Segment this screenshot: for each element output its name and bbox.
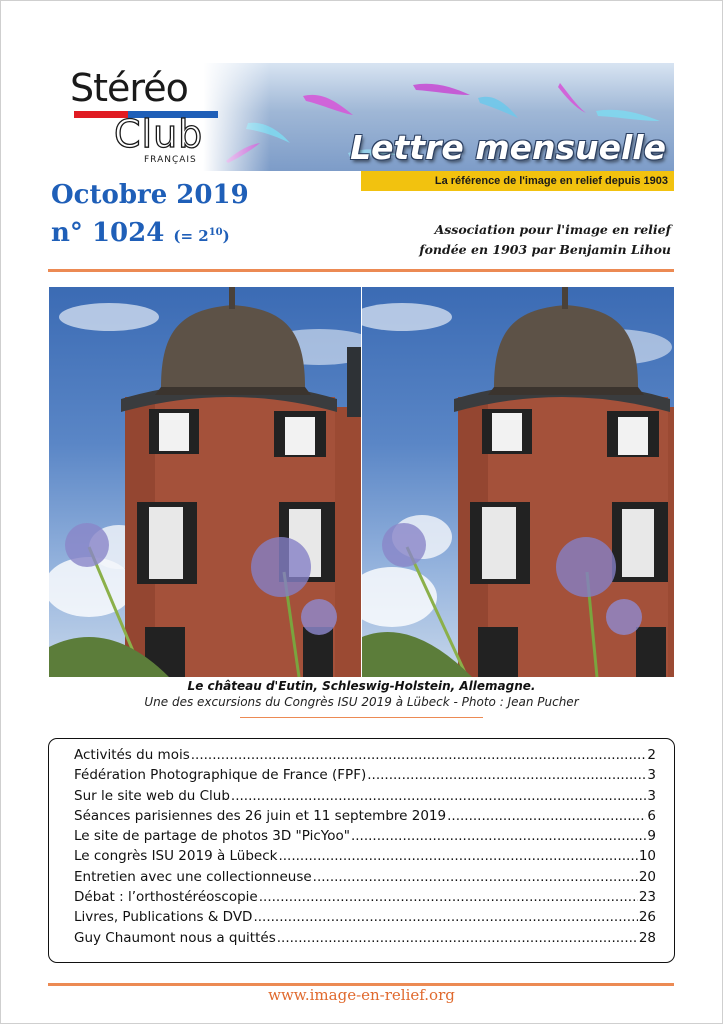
toc-entry-page: 3 (647, 787, 656, 804)
toc-leader-dots (367, 767, 646, 783)
toc-entry-title: Entretien avec une collectionneuse (74, 868, 312, 885)
toc-entry-title: Guy Chaumont nous a quittés (74, 929, 276, 946)
power-exponent: 10 (208, 227, 223, 238)
toc-entry[interactable] (74, 747, 656, 767)
toc-entry-page: 10 (638, 848, 656, 865)
tagline: La référence de l'image en relief depuis 1903 (361, 171, 674, 191)
club-logo (48, 63, 270, 171)
table-of-contents (48, 738, 675, 963)
toc-leader-dots (277, 930, 638, 946)
toc-entry-page: 2 (647, 747, 656, 763)
toc-entry-page: 23 (638, 889, 656, 906)
toc-entry[interactable] (74, 869, 656, 889)
stereo-photo-left (49, 287, 361, 677)
toc-leader-dots (191, 747, 647, 763)
logo-word-club: Club (114, 112, 204, 156)
top-divider (48, 269, 674, 272)
toc-entry-title: Activités du mois (74, 747, 190, 763)
toc-entry[interactable] (74, 909, 656, 929)
website-link[interactable]: www.image-en-relief.org (268, 986, 455, 1004)
power-prefix: (= 2 (173, 227, 209, 245)
toc-entry-page: 9 (647, 828, 656, 845)
toc-leader-dots (231, 788, 646, 804)
toc-entry[interactable] (74, 889, 656, 909)
toc-leader-dots (259, 889, 638, 905)
toc-entry-title: Le congrès ISU 2019 à Lübeck (74, 848, 278, 865)
toc-leader-dots (351, 828, 646, 844)
castle-tower-illustration (49, 287, 361, 677)
power-suffix: ) (222, 227, 230, 245)
logo-word-stereo: Stéréo (70, 66, 188, 110)
caption-divider (240, 717, 483, 718)
toc-entry[interactable] (74, 848, 656, 868)
toc-entry[interactable] (74, 788, 656, 808)
toc-entry-title: Séances parisiennes des 26 juin et 11 septembre 2019 (74, 807, 447, 824)
association-info (419, 220, 671, 260)
toc-leader-dots (447, 808, 646, 824)
stereo-photo-right (362, 287, 674, 677)
toc-entry-title: Livres, Publications & DVD (74, 909, 253, 926)
toc-leader-dots (313, 869, 638, 885)
toc-entry-page: 3 (647, 767, 656, 784)
castle-tower-illustration (362, 287, 674, 677)
association-line-2: fondée en 1903 par Benjamin Lihou (419, 242, 671, 257)
issue-number-power (173, 227, 229, 245)
toc-entry[interactable] (74, 767, 656, 787)
toc-entry-page: 20 (638, 868, 656, 885)
toc-leader-dots (278, 848, 637, 864)
toc-entry-title: Fédération Photographique de France (FPF) (74, 767, 367, 784)
toc-entry[interactable] (74, 808, 656, 828)
photo-caption-title: Le château d'Eutin, Schleswig-Holstein, Allemagne. (187, 679, 536, 693)
toc-entry-title: Le site de partage de photos 3D "PicYoo" (74, 828, 350, 845)
issue-number-text: n° 1024 (51, 218, 165, 248)
toc-entry-page: 28 (638, 929, 656, 946)
toc-entry-title: Débat : l’orthostéréoscopie (74, 889, 258, 906)
header-banner (48, 63, 674, 171)
association-line-1: Association pour l'image en relief (434, 222, 671, 237)
toc-entry-title: Sur le site web du Club (74, 787, 230, 804)
toc-entry[interactable] (74, 828, 656, 848)
issue-number (51, 218, 230, 248)
toc-entry-page: 26 (638, 909, 656, 926)
issue-date: Octobre 2019 (51, 180, 249, 210)
toc-leader-dots (253, 909, 637, 925)
photo-caption-credit: Une des excursions du Congrès ISU 2019 à Lübeck - Photo : Jean Pucher (144, 695, 579, 709)
newsletter-title: Lettre mensuelle (350, 128, 666, 167)
logo-word-francais: FRANÇAIS (144, 155, 197, 165)
toc-entry-page: 6 (647, 807, 656, 824)
toc-entry[interactable] (74, 930, 656, 950)
